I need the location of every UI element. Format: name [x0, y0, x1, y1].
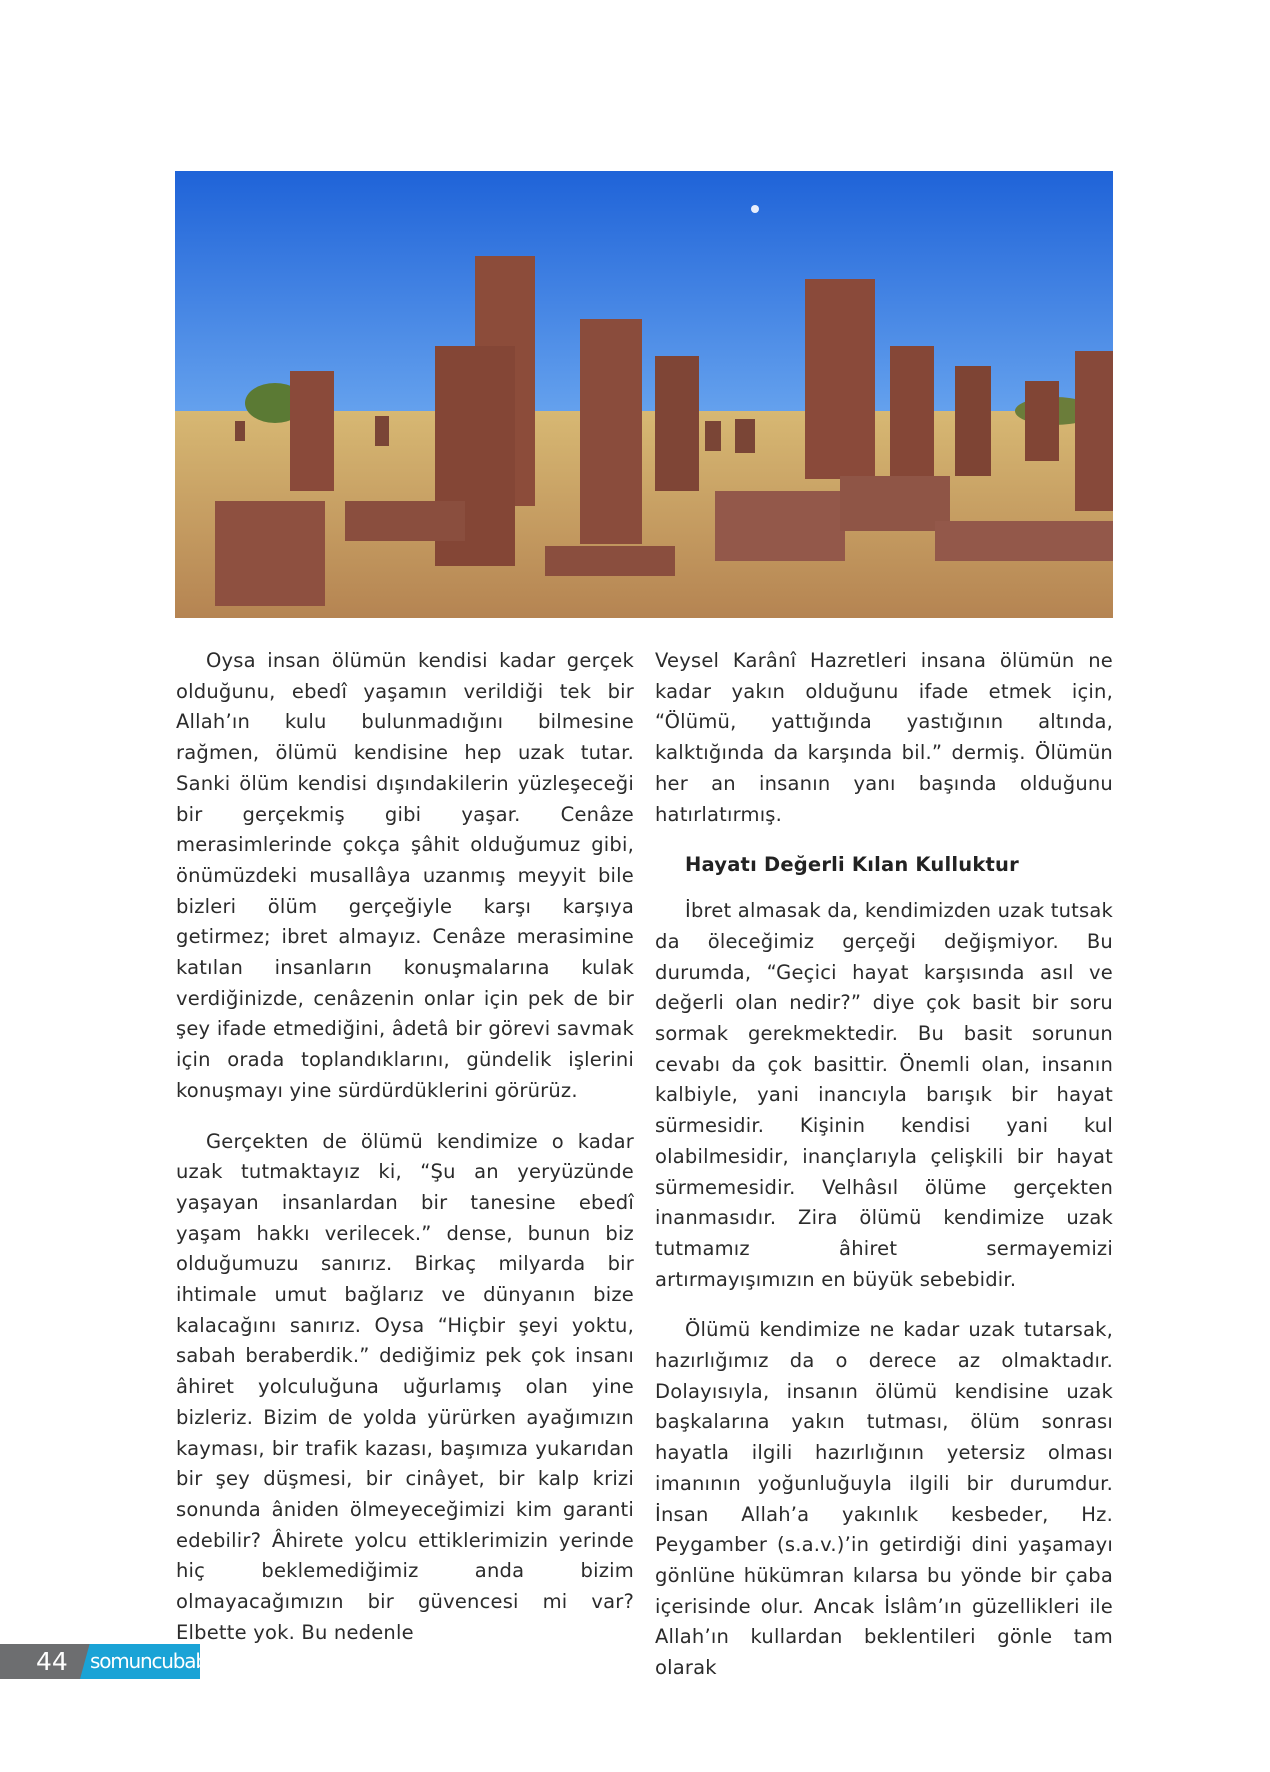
- paragraph: Oysa insan ölümün kendisi kadar gerçek olduğunu, ebedî yaşamın verildiği tek bir Allah’ın kulu bulunmadığını bilmesine rağmen, ölümü kendisine hep uzak tutar. Sanki ölüm kendisi dışındakilerin yüzleşeceği bir gerçekmiş gibi yaşar. Cenâze merasimlerinde çokça şâhit olduğumuz gibi, önümüzdeki musallâya uzanmış meyyit bile bizleri ölüm gerçeğiyle karşı karşıya getirmez; ibret almayız. Cenâze merasimine katılan insanların konuşmalarına kulak verdiğinizde, cenâzenin onlar için pek de bir şey ifade etmediğini, âdetâ bir görevi savmak için orada toplandıklarını, gündelik işlerini konuşmayı yine sürdürdüklerini görürüz.: [176, 649, 634, 1102]
- section-heading: Hayatı Değerli Kılan Kulluktur: [685, 853, 1019, 877]
- paragraph: Veysel Karânî Hazretleri insana ölümün ne kadar yakın olduğunu ifade etmek için, “Ölümü, yattığında yastığının altında, kalktığında da karşında bil.” dermiş. Ölümün her an insanın yanı başında olduğunu hatırlatırmış.: [655, 649, 1113, 826]
- article-left-column: [176, 646, 634, 1669]
- paragraph: İbret almasak da, kendimizden uzak tutsak da öleceğimiz gerçeği değişmiyor. Bu durumda, “Geçici hayat karşısında asıl ve değerli olan nedir?” diye çok basit bir soru sormak gerekmektedir. Bu basit sorunun cevabı da çok basittir. Önemli olan, insanın kalbiyle, yani inancıyla barışık bir hayat sürmesidir. Kişinin kendisi yani kul olabilmesidir, inançlarıyla çelişkili bir hayat sürmemesidir. Velhâsıl ölüme gerçekten inanmasıdır. Zira ölümü kendimize uzak tutmamız âhiret sermayemizi artırmayışımızın en büyük sebebidir.: [655, 899, 1113, 1291]
- page-number: 44: [36, 1647, 68, 1676]
- article-photo: [175, 171, 1113, 618]
- article-right-column: [655, 646, 1113, 1704]
- brand-logo: somuncubaba: [90, 1649, 218, 1673]
- paragraph: Gerçekten de ölümü kendimize o kadar uzak tutmaktayız ki, “Şu an yeryüzünde yaşayan insanlardan bir tanesine ebedî yaşam hakkı verilecek.” dense, bunun biz olduğumuzu sanırız. Birkaç milyarda bir ihtimale umut bağlarız ve dünyanın bize kalacağını sanırız. Oysa “Hiçbir şeyi yoktu, sabah beraberdik.” dediğimiz pek çok insanı âhiret yolculuğuna uğurlamış olan yine bizleriz. Bizim de yolda yürürken ayağımızın kayması, bir trafik kazası, başımıza yukarıdan bir şey düşmesi, bir cinâyet, bir kalp krizi sonunda âniden ölmeyeceğimizi kim garanti edebilir? Âhirete yolcu ettiklerimizin yerinde hiç beklemediğimiz anda bizim olmayacağımızın bir güvencesi mi var? Elbette yok. Bu nedenle: [176, 1129, 634, 1644]
- paragraph: Ölümü kendimize ne kadar uzak tutarsak, hazırlığımız da o derece az olmaktadır. Dolayısıyla, insanın ölümü kendisine uzak başkalarına yakın tutması, ölüm sonrası hayatla ilgili hazırlığının yetersiz olması imanının yoğunluğuyla ilgili bir durumdur. İnsan Allah’a yakınlık kesbeder, Hz. Peygamber (s.a.v.)’in getirdiği dini yaşamayı gönlüne hükümran kılarsa bu yönde bir çaba içerisinde olur. Ancak İslâm’ın güzellikleri ile Allah’ın kullardan beklentileri gönle tam olarak: [655, 1318, 1113, 1680]
- tombstones-photo: [175, 171, 1113, 618]
